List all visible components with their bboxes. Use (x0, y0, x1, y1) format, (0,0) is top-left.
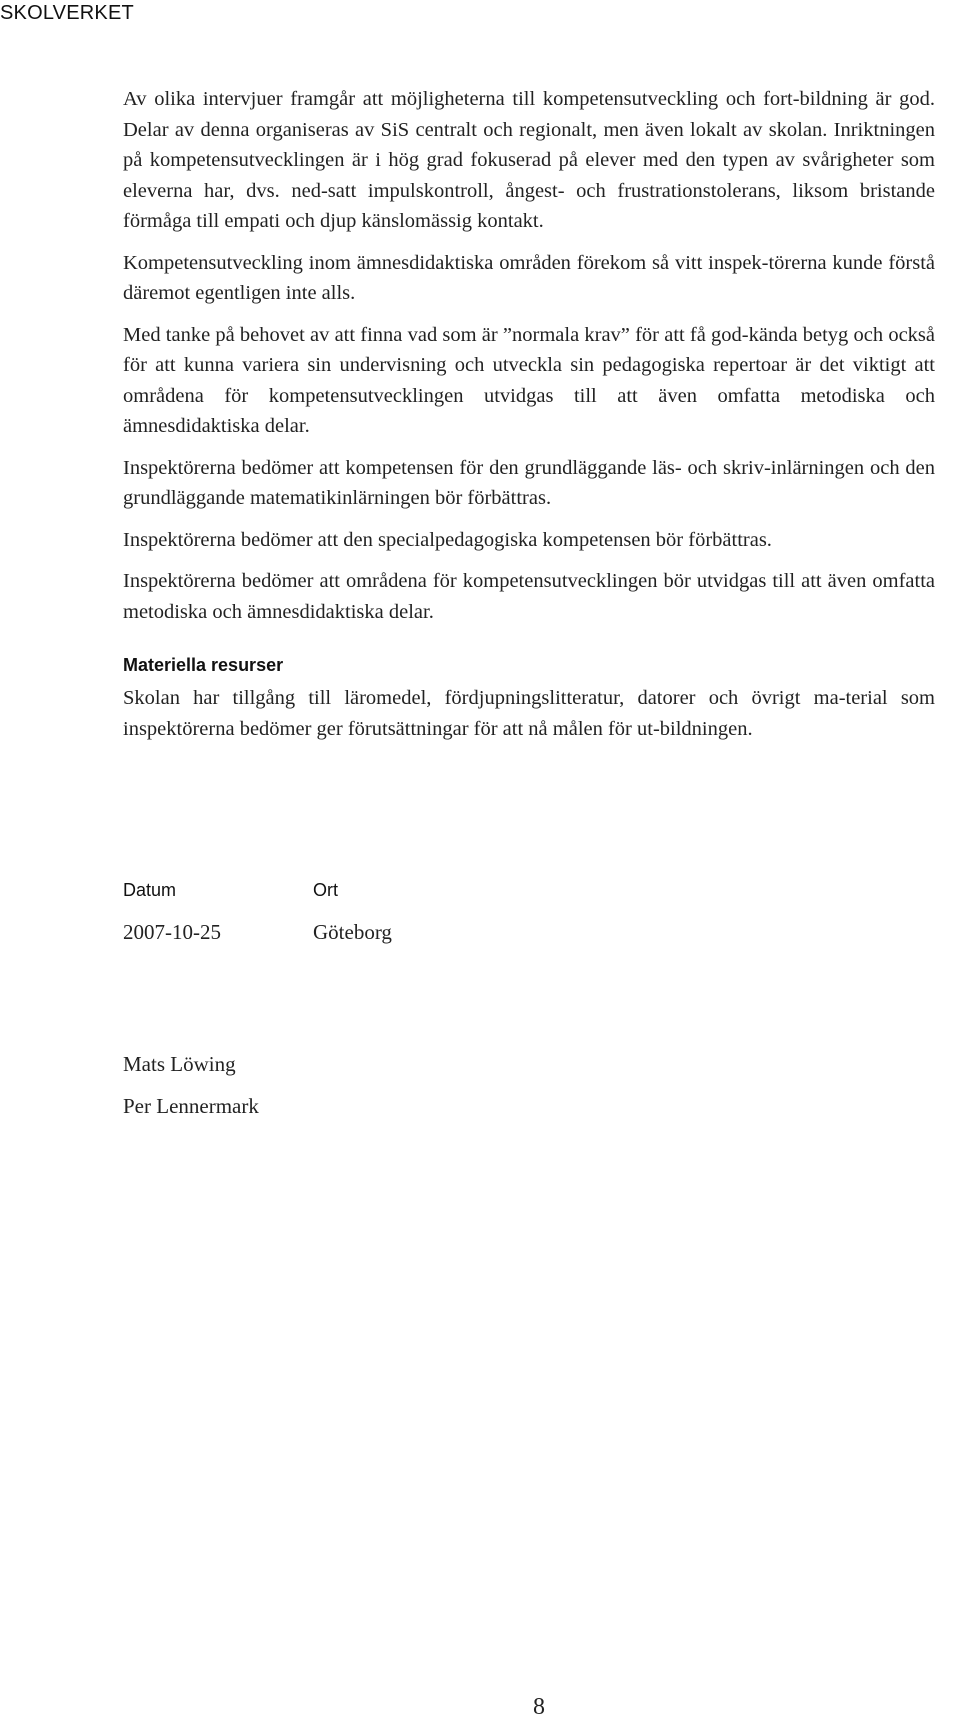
organization-header: SKOLVERKET (0, 2, 134, 24)
date-label: Datum (123, 880, 177, 900)
section-heading-material-resources: Materiella resurser (123, 655, 284, 675)
paragraph-special-education: Inspektörerna bedömer att den specialpedagogiska kompetensen bör förbättras. (123, 528, 772, 551)
page-number: 8 (533, 1694, 545, 1720)
signatory-name: Mats Löwing (123, 1052, 236, 1076)
date-value: 2007-10-25 (123, 920, 221, 944)
paragraph-competence-development: Av olika intervjuer framgår att möjligheterna till kompetensutveckling och fort-bildning är god. Delar av denna organiseras av SiS centralt och regionalt, men även lokalt av skolan. Inriktningen på kompetensutvecklingen är i hög grad fokuserad på elever med den typen av svårigheter som eleverna har, dvs. ned-satt impulskontroll, ångest- och frustrationstolerans, liksom bristande förmåga till empati och djup känslomässig kontakt. (123, 88, 935, 232)
paragraph-subject-didactics: Kompetensutveckling inom ämnesdidaktiska områden förekom så vitt inspek-törerna kunde förstå däremot egentligen inte alls. (123, 251, 935, 304)
paragraph-normal-requirements: Med tanke på behovet av att finna vad som är ”normala krav” för att få god-kända betyg och också för att kunna variera sin undervisning och utveckla sin pedagogiska repertoar är det viktigt att områdena för kompetensutvecklingen utvidgas till att även omfatta metodiska och ämnesdidaktiska delar. (123, 323, 935, 437)
place-label: Ort (313, 880, 338, 900)
paragraph-areas-expansion: Inspektörerna bedömer att områdena för kompetensutvecklingen bör utvidgas till att även omfatta metodiska och ämnesdidaktiska delar. (123, 570, 935, 623)
paragraph-material-resources: Skolan har tillgång till läromedel, fördjupningslitteratur, datorer och övrigt ma-terial som inspektörerna bedömer ger förutsättningar för att nå målen för ut-bildningen. (123, 687, 935, 740)
body-text (123, 84, 935, 755)
place-value: Göteborg (313, 920, 392, 944)
paragraph-reading-math-competence: Inspektörerna bedömer att kompetensen för den grundläggande läs- och skriv-inlärningen och den grundläggande matematikinlärningen bör förbättras. (123, 456, 935, 509)
signatory-name: Per Lennermark (123, 1094, 259, 1118)
